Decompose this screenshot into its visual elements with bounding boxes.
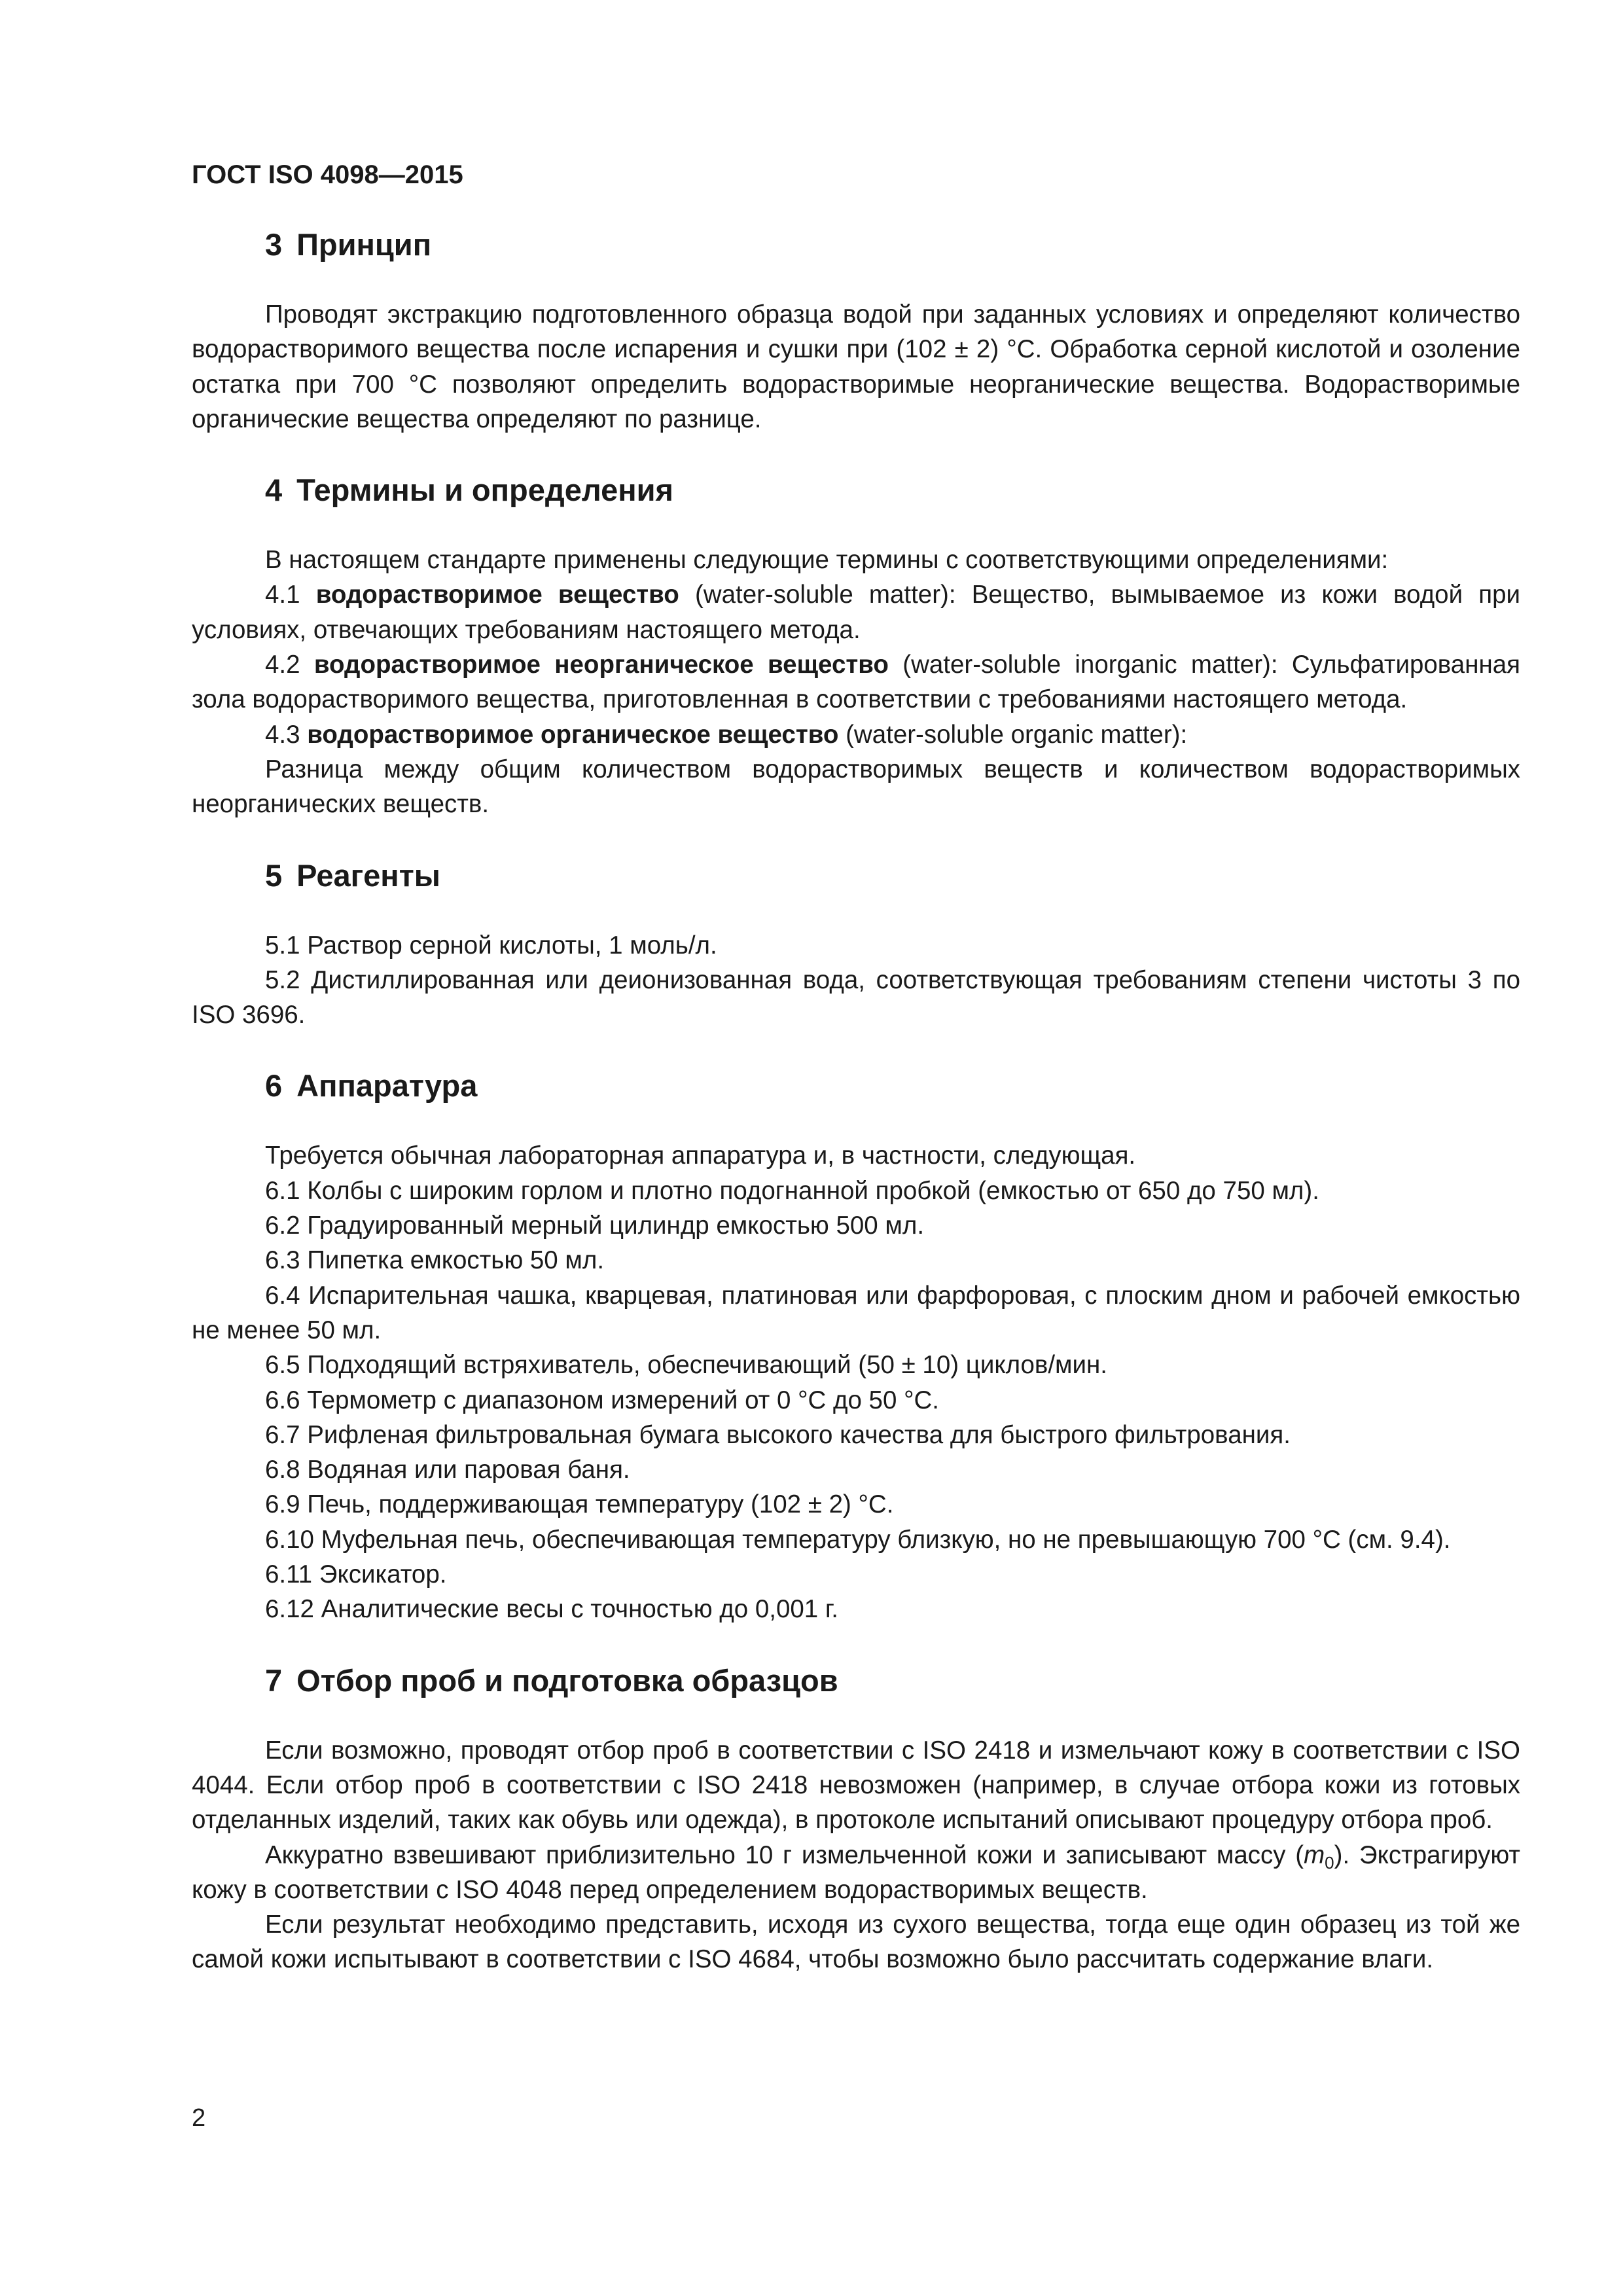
term-4-1 <box>192 577 1520 647</box>
term-4-2 <box>192 647 1520 717</box>
list-item: 5.1 Раствор серной кислоты, 1 моль/л. <box>265 931 717 960</box>
section-4-title <box>192 471 1520 510</box>
term-number: 4.2 <box>265 651 300 679</box>
section-7-title <box>192 1661 1520 1700</box>
section-3-title <box>192 225 1520 264</box>
mass-variable: m <box>1304 1840 1325 1869</box>
section-4-body <box>192 543 1520 821</box>
paragraph: В настоящем стандарте применены следующие термины с соответствующими определениями: <box>265 546 1389 575</box>
section-number: 3 <box>265 227 283 262</box>
paragraph: Если результат необходимо представить, исходя из сухого вещества, тогда еще один образец из той же самой кожи испытывают в соответствии с ISO 4684, чтобы возможно было рассчитать содержание влаги. <box>192 1910 1520 1974</box>
section-number: 7 <box>265 1662 283 1698</box>
section-title-text: Реагенты <box>296 857 440 893</box>
section-title-text: Принцип <box>296 227 432 262</box>
term-definition: (water-soluble matter): Вещество, вымываемое из кожи водой при условиях, отвечающих требованиям настоящего метода. <box>192 581 1520 644</box>
list-item: 6.5 Подходящий встряхиватель, обеспечивающий (50 ± 10) циклов/мин. <box>265 1351 1107 1380</box>
list-item: 6.2 Градуированный мерный цилиндр емкостью 500 мл. <box>265 1211 925 1240</box>
list-item: 6.9 Печь, поддерживающая температуру (102 ± 2) °С. <box>265 1490 894 1519</box>
paragraph: Проводят экстракцию подготовленного образца водой при заданных условиях и определяют количество водорастворимого вещества после испарения и сушки при (102 ± 2) °С. Обработка серной кислотой и озоление остатка при 700 °С позволяют определить водорастворимые неорганические вещества. Водорастворимые органические вещества определяют по разнице. <box>192 300 1520 433</box>
section-6-title <box>192 1066 1520 1105</box>
section-title-text: Аппаратура <box>296 1068 478 1103</box>
section-number: 5 <box>265 857 283 893</box>
list-item: 6.10 Муфельная печь, обеспечивающая температуру близкую, но не превышающую 700 °С (см. 9.4). <box>265 1525 1451 1554</box>
section-7-body <box>192 1733 1520 1977</box>
term-definition: (water-soluble organic matter): <box>846 720 1188 749</box>
section-5-title <box>192 856 1520 895</box>
term-name: водорастворимое органическое вещество <box>307 720 839 749</box>
page-number: 2 <box>192 2104 206 2132</box>
term-4-3 <box>192 717 1520 752</box>
term-number: 4.3 <box>265 720 300 749</box>
paragraph-mass <box>192 1838 1520 1908</box>
section-3-body <box>192 297 1520 437</box>
section-number: 4 <box>265 473 283 508</box>
list-item: 6.3 Пипетка емкостью 50 мл. <box>265 1246 605 1275</box>
section-number: 6 <box>265 1068 283 1103</box>
paragraph: Требуется обычная лабораторная аппаратура и, в частности, следующая. <box>265 1141 1136 1170</box>
mass-subscript: 0 <box>1325 1852 1334 1873</box>
list-item: 6.11 Эксикатор. <box>265 1560 447 1589</box>
list-item: 6.8 Водяная или паровая баня. <box>265 1456 630 1484</box>
list-item: 6.4 Испарительная чашка, кварцевая, платиновая или фарфоровая, с плоским дном и рабочей емкостью не менее 50 мл. <box>192 1281 1520 1344</box>
list-item: 6.12 Аналитические весы с точностью до 0,001 г. <box>265 1595 838 1624</box>
paragraph: Разница между общим количеством водорастворимых веществ и количеством водорастворимых неорганических веществ. <box>192 755 1520 819</box>
document-code: ГОСТ ISO 4098—2015 <box>192 160 463 189</box>
term-name: водорастворимое неорганическое вещество <box>313 651 889 679</box>
term-definition: (water-soluble inorganic matter): Сульфатированная зола водорастворимого вещества, приготовленная в соответствии с требованиями настоящего метода. <box>192 651 1520 714</box>
paragraph: Если возможно, проводят отбор проб в соответствии с ISO 2418 и измельчают кожу в соответствии с ISO 4044. Если отбор проб в соответствии с ISO 2418 невозможен (например, в случае отбора кожи из готовых отделанных изделий, таких как обувь или одежда), в протоколе испытаний описывают процедуру отбора проб. <box>192 1736 1520 1835</box>
document-page <box>192 157 1520 2011</box>
section-title-text: Отбор проб и подготовка образцов <box>296 1662 838 1698</box>
list-item: 5.2 Дистиллированная или деионизованная вода, соответствующая требованиям степени чистоты 3 по ISO 3696. <box>192 965 1520 1030</box>
term-number: 4.1 <box>265 581 300 609</box>
section-6-body <box>192 1138 1520 1626</box>
section-title-text: Термины и определения <box>296 473 673 508</box>
section-5-body <box>192 928 1520 1033</box>
text-run: Аккуратно взвешивают приблизительно 10 г измельченной кожи и записывают массу ( <box>265 1840 1304 1869</box>
list-item: 6.7 Рифленая фильтровальная бумага высокого качества для быстрого фильтрования. <box>265 1420 1291 1449</box>
list-item: 6.1 Колбы с широким горлом и плотно подогнанной пробкой (емкостью от 650 до 750 мл). <box>265 1176 1319 1205</box>
list-item: 6.6 Термометр с диапазоном измерений от 0 °С до 50 °С. <box>265 1386 939 1414</box>
term-name: водорастворимое вещество <box>315 581 679 609</box>
text-run: ). Экстрагируют кожу в соответствии с ISO 4048 перед определением водорастворимых веществ. <box>192 1840 1520 1904</box>
